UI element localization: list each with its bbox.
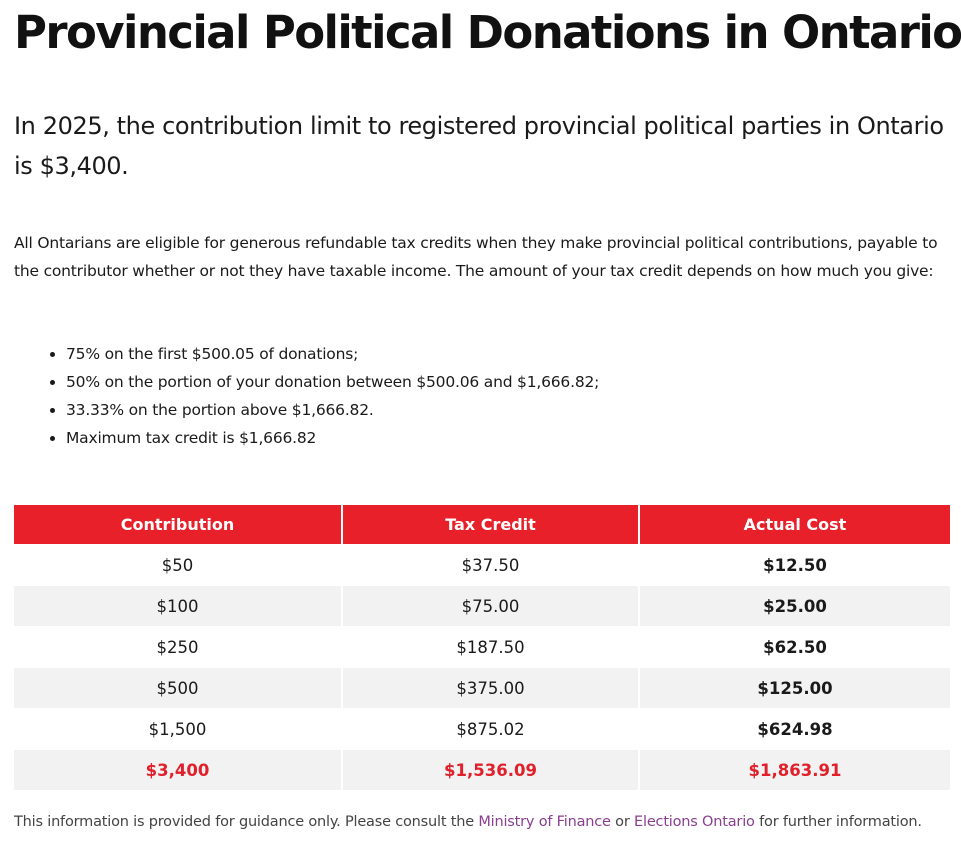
ministry-of-finance-link[interactable]: Ministry of Finance: [478, 814, 611, 830]
footnote-suffix: for further information.: [754, 814, 922, 830]
table-row: [14, 626, 950, 667]
actual-cost-cell: $624.98: [640, 708, 950, 749]
footnote-middle: or: [610, 814, 635, 830]
contribution-cell: $500: [14, 667, 343, 708]
contribution-cell: $50: [14, 544, 343, 585]
actual-cost-cell: $25.00: [640, 585, 950, 626]
tax-credit-cell: $187.50: [343, 626, 640, 667]
contribution-cell: $100: [14, 585, 343, 626]
actual-cost-cell: $125.00: [640, 667, 950, 708]
elections-ontario-link[interactable]: Elections Ontario: [634, 814, 755, 830]
column-header-actual-cost: Actual Cost: [640, 505, 950, 544]
actual-cost-cell: $62.50: [640, 626, 950, 667]
table-row-maximum: [14, 749, 950, 790]
tax-credit-cell: $875.02: [343, 708, 640, 749]
contribution-cell: $1,500: [14, 708, 343, 749]
tax-credit-cell: $37.50: [343, 544, 640, 585]
guidance-footnote: [14, 814, 961, 830]
column-header-tax-credit: Tax Credit: [343, 505, 640, 544]
list-item: • 33.33% on the portion above $1,666.82.: [66, 396, 599, 424]
footnote-prefix: This information is provided for guidance only. Please consult the: [14, 814, 479, 830]
contribution-cell: $3,400: [14, 749, 343, 790]
list-item: • 75% on the first $500.05 of donations;: [66, 340, 599, 368]
table-row: [14, 544, 950, 585]
actual-cost-cell: $1,863.91: [640, 749, 950, 790]
actual-cost-cell: $12.50: [640, 544, 950, 585]
contribution-limit-subtitle: In 2025, the contribution limit to registered provincial political parties in Ontario is $3,400.: [14, 112, 944, 180]
column-header-contribution: Contribution: [14, 505, 343, 544]
contribution-cell: $250: [14, 626, 343, 667]
table-header-row: [14, 505, 950, 544]
table-row: [14, 708, 950, 749]
tax-credit-cell: $375.00: [343, 667, 640, 708]
list-item: • 50% on the portion of your donation between $500.06 and $1,666.82;: [66, 368, 599, 396]
tax-credit-cell: $75.00: [343, 585, 640, 626]
list-item: • Maximum tax credit is $1,666.82: [66, 424, 599, 452]
table-row: [14, 667, 950, 708]
tax-credit-cell: $1,536.09: [343, 749, 640, 790]
page-title: Provincial Political Donations in Ontario: [14, 6, 961, 59]
tax-credit-table: [14, 505, 950, 790]
table-row: [14, 585, 950, 626]
tax-credit-rules-list: [14, 340, 599, 452]
intro-paragraph: All Ontarians are eligible for generous refundable tax credits when they make provincial political contributions, payable to the contributor whether or not they have taxable income. The amount of your tax credit depends on how much you give:: [14, 234, 938, 280]
